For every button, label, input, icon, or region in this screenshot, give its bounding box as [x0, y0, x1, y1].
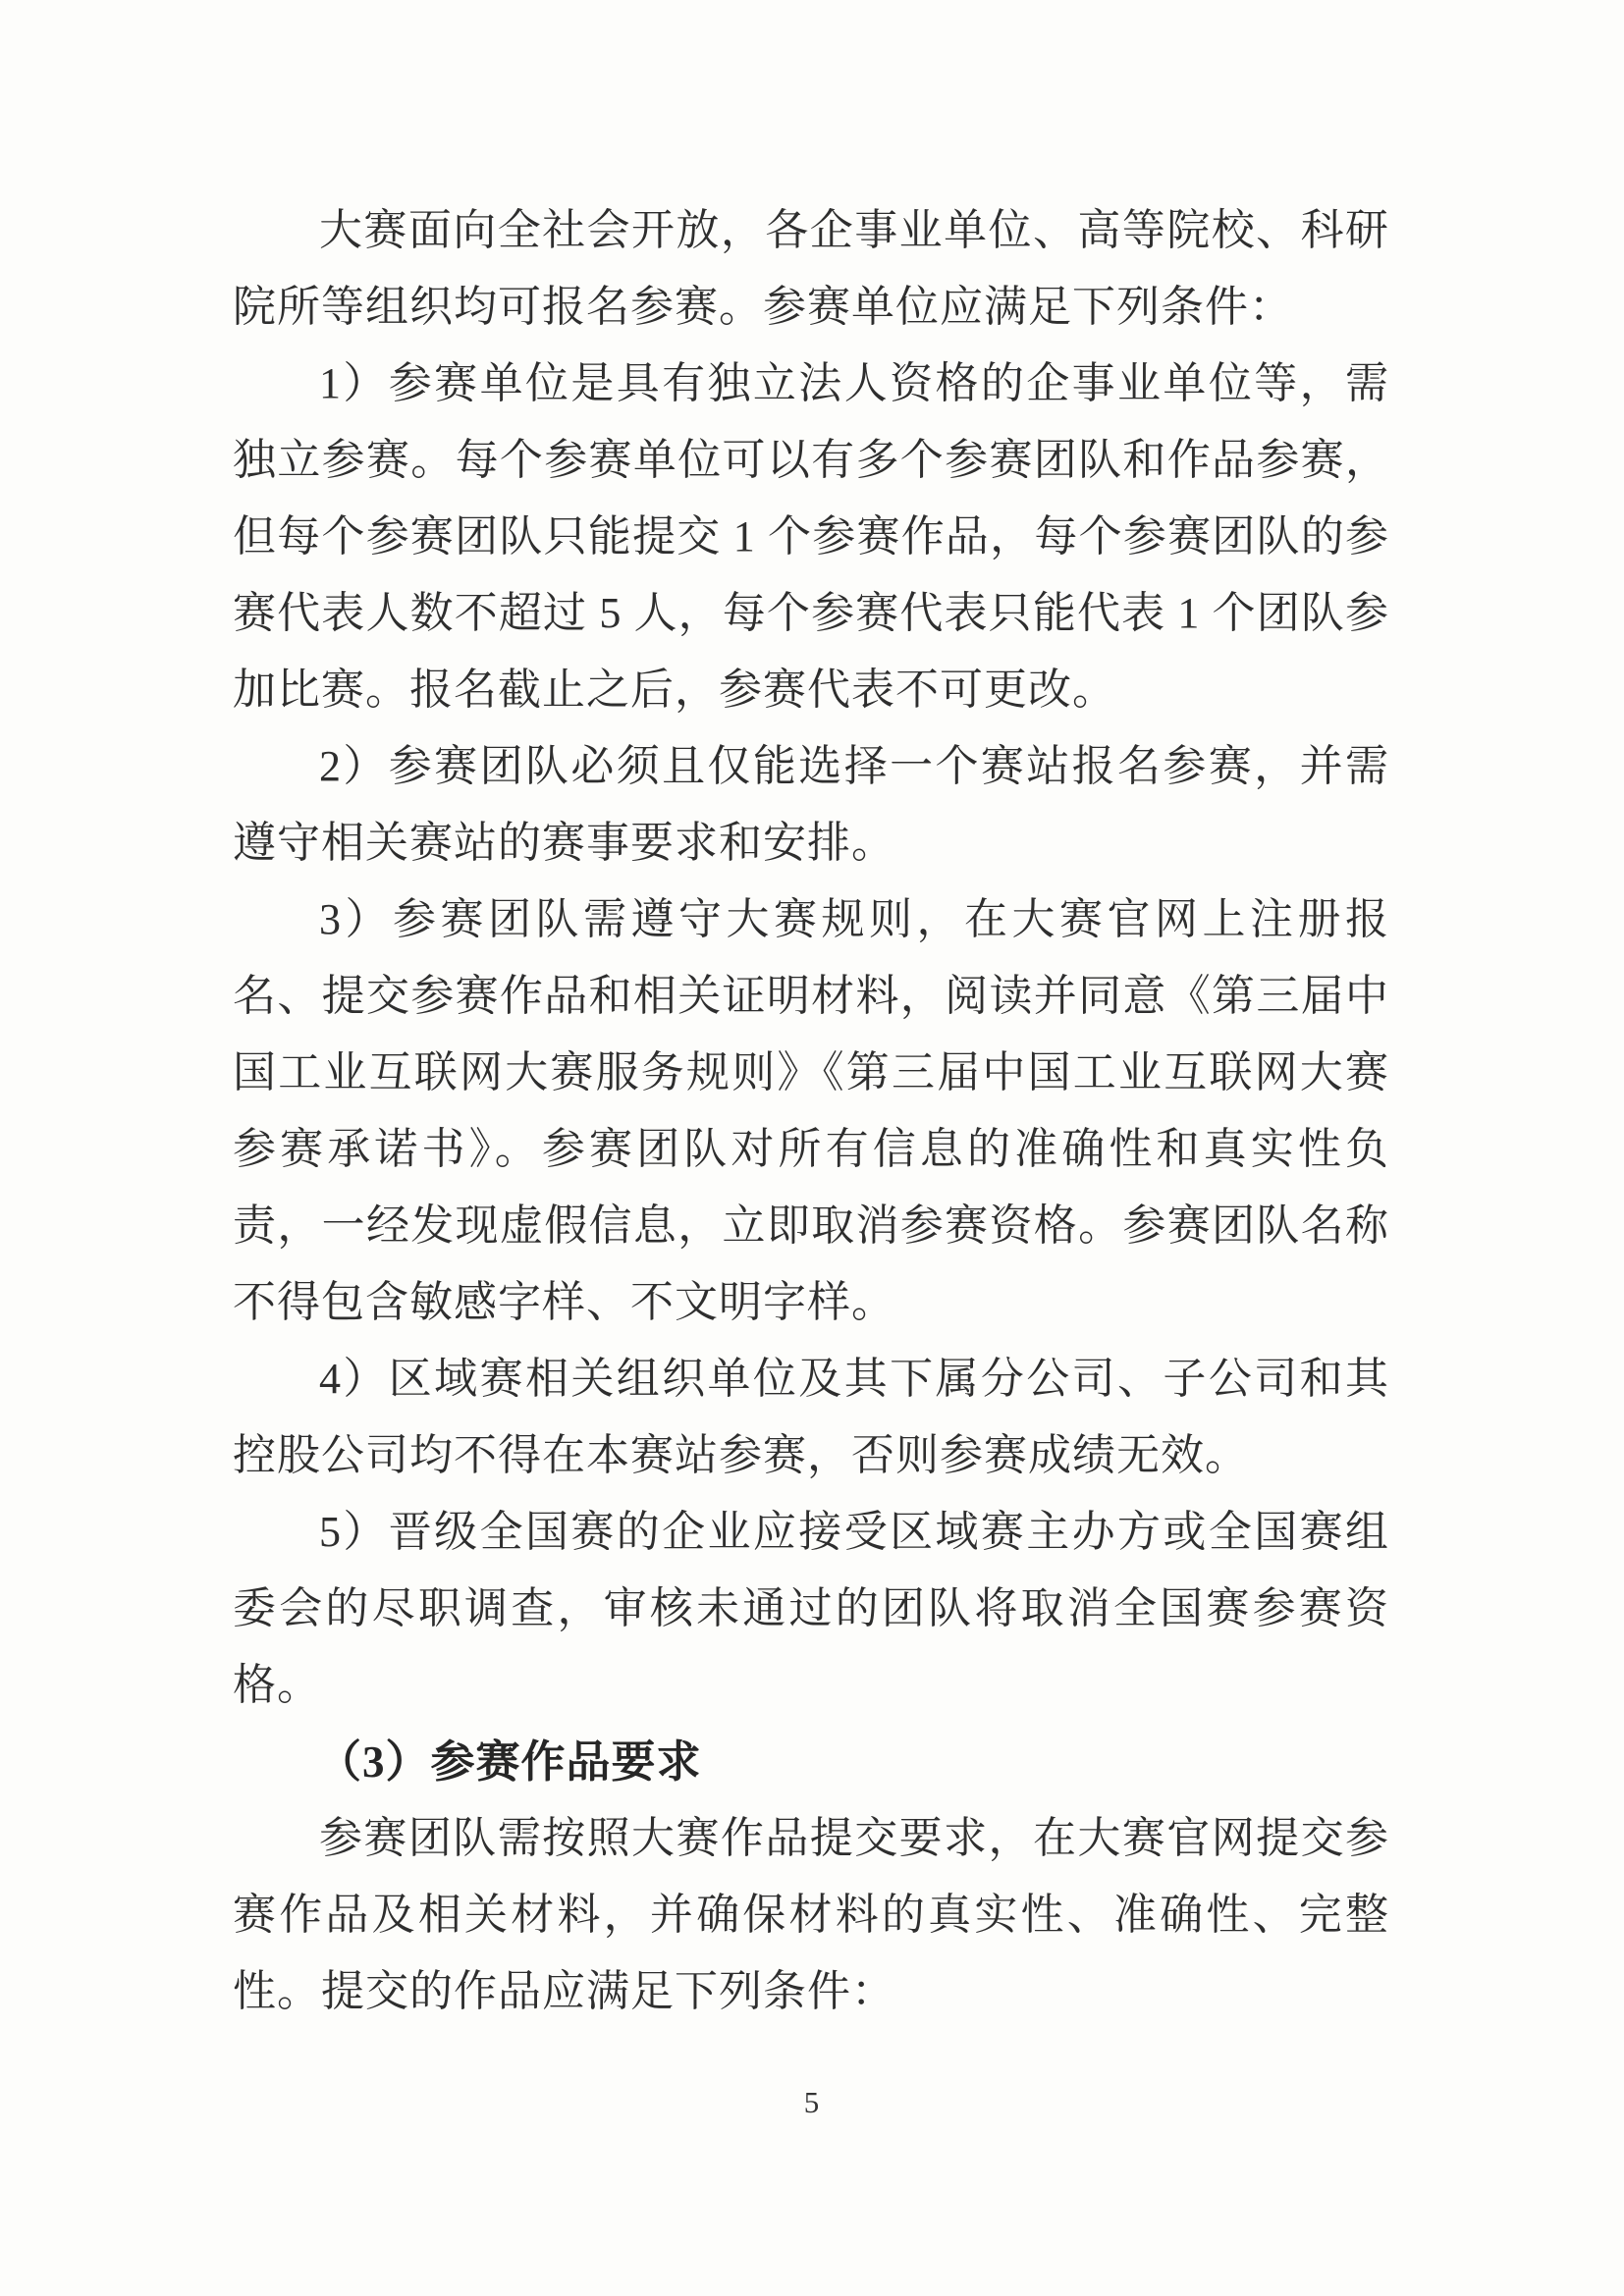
paragraph-condition-2: 2）参赛团队必须且仅能选择一个赛站报名参赛，并需遵守相关赛站的赛事要求和安排。 — [233, 742, 1389, 867]
paragraph-submission-requirements: 参赛团队需按照大赛作品提交要求，在大赛官网提交参赛作品及相关材料，并确保材料的真实性、准确性、完整性。提交的作品应满足下列条件： — [233, 1814, 1389, 2015]
paragraph-condition-4: 4）区域赛相关组织单位及其下属分公司、子公司和其控股公司均不得在本赛站参赛，否则参赛成绩无效。 — [233, 1355, 1389, 1479]
document-body — [233, 192, 1389, 2030]
paragraph-condition-1: 1）参赛单位是具有独立法人资格的企事业单位等，需独立参赛。每个参赛单位可以有多个参赛团队和作品参赛，但每个参赛团队只能提交 1 个参赛作品，每个参赛团队的参赛代表人数不超过 5 人，每个参赛代表只能代表 1 个团队参加比赛。报名截止之后，参赛代表不可更改。 — [233, 359, 1389, 714]
page-number: 5 — [803, 2085, 821, 2119]
paragraph-condition-3: 3）参赛团队需遵守大赛规则，在大赛官网上注册报名、提交参赛作品和相关证明材料，阅读并同意《第三届中国工业互联网大赛服务规则》《第三届中国工业互联网大赛参赛承诺书》。参赛团队对所有信息的准确性和真实性负责，一经发现虚假信息，立即取消参赛资格。参赛团队名称不得包含敏感字样、不文明字样。 — [233, 895, 1389, 1326]
paragraph-intro: 大赛面向全社会开放，各企事业单位、高等院校、科研院所等组织均可报名参赛。参赛单位应满足下列条件： — [233, 206, 1389, 331]
section-heading-entry-requirements: （3）参赛作品要求 — [317, 1737, 702, 1787]
paragraph-condition-5: 5）晋级全国赛的企业应接受区域赛主办方或全国赛组委会的尽职调查，审核未通过的团队将取消全国赛参赛资格。 — [233, 1508, 1389, 1709]
